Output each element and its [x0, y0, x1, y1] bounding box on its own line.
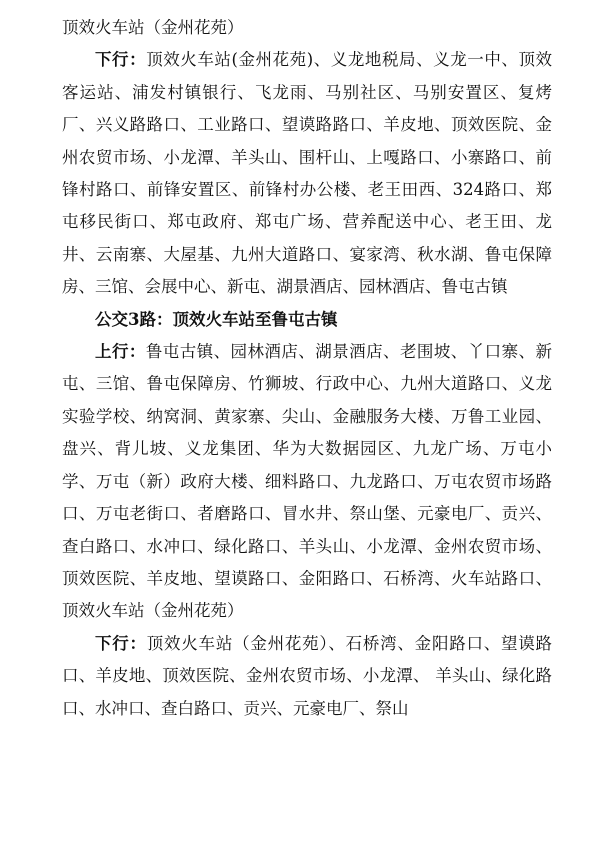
route3-down-stops: 顶效火车站（金州花苑）、石桥湾、金阳路口、望谟路口、羊皮地、顶效医院、金州农贸市场、小龙潭、 羊头山、绿化路口、水冲口、查白路口、贡兴、元豪电厂、祭山: [62, 633, 553, 718]
route3-down-label: 下行：: [95, 633, 147, 653]
route2-down-stops: 顶效火车站(金州花苑)、义龙地税局、义龙一中、顶效客运站、浦发村镇银行、飞龙雨、马别社区、马别安置区、复烤厂、兴义路路口、工业路口、望谟路路口、羊皮地、顶效医院、金州农贸市场、小龙潭、羊头山、围杆山、上嘎路口、小寨路口、前锋村路口、前锋安置区、前锋村办公楼、老王田西、324路口、郑屯移民街口、郑屯政府、郑屯广场、营养配送中心、老王田、龙井、云南寨、大屋基、九州大道路口、宴家湾、秋水湖、鲁屯保障房、三馆、会展中心、新屯、湖景酒店、园林酒店、鲁屯古镇: [62, 50, 553, 297]
route2-end-text: 顶效火车站（金州花苑）: [62, 18, 244, 37]
route3-up-stops: 鲁屯古镇、园林酒店、湖景酒店、老围坡、丫口寨、新屯、三馆、鲁屯保障房、竹狮坡、行政中心、九州大道路口、义龙实验学校、纳窝洞、黄家寨、尖山、金融服务大楼、万鲁工业园、盘兴、背儿坡、义龙集团、华为大数据园区、九龙广场、万屯小学、万屯（新）政府大楼、细料路口、九龙路口、万屯农贸市场路口、万屯老街口、者磨路口、冒水井、祭山堡、元豪电厂、贡兴、查白路口、水冲口、绿化路口、羊头山、小龙潭、金州农贸市场、顶效医院、羊皮地、望谟路口、金阳路口、石桥湾、火车站路口、顶效火车站（金州花苑）: [62, 342, 553, 621]
document-page: [62, 12, 552, 725]
route3-down-paragraph: [62, 628, 552, 725]
route2-down-label: 下行：: [95, 50, 147, 70]
route2-down-paragraph: [62, 44, 552, 303]
route3-heading: 公交3路：顶效火车站至鲁屯古镇: [95, 309, 338, 329]
route2-end-line: [62, 12, 552, 44]
route3-up-label: 上行：: [95, 342, 146, 362]
route3-up-paragraph: [62, 336, 552, 628]
